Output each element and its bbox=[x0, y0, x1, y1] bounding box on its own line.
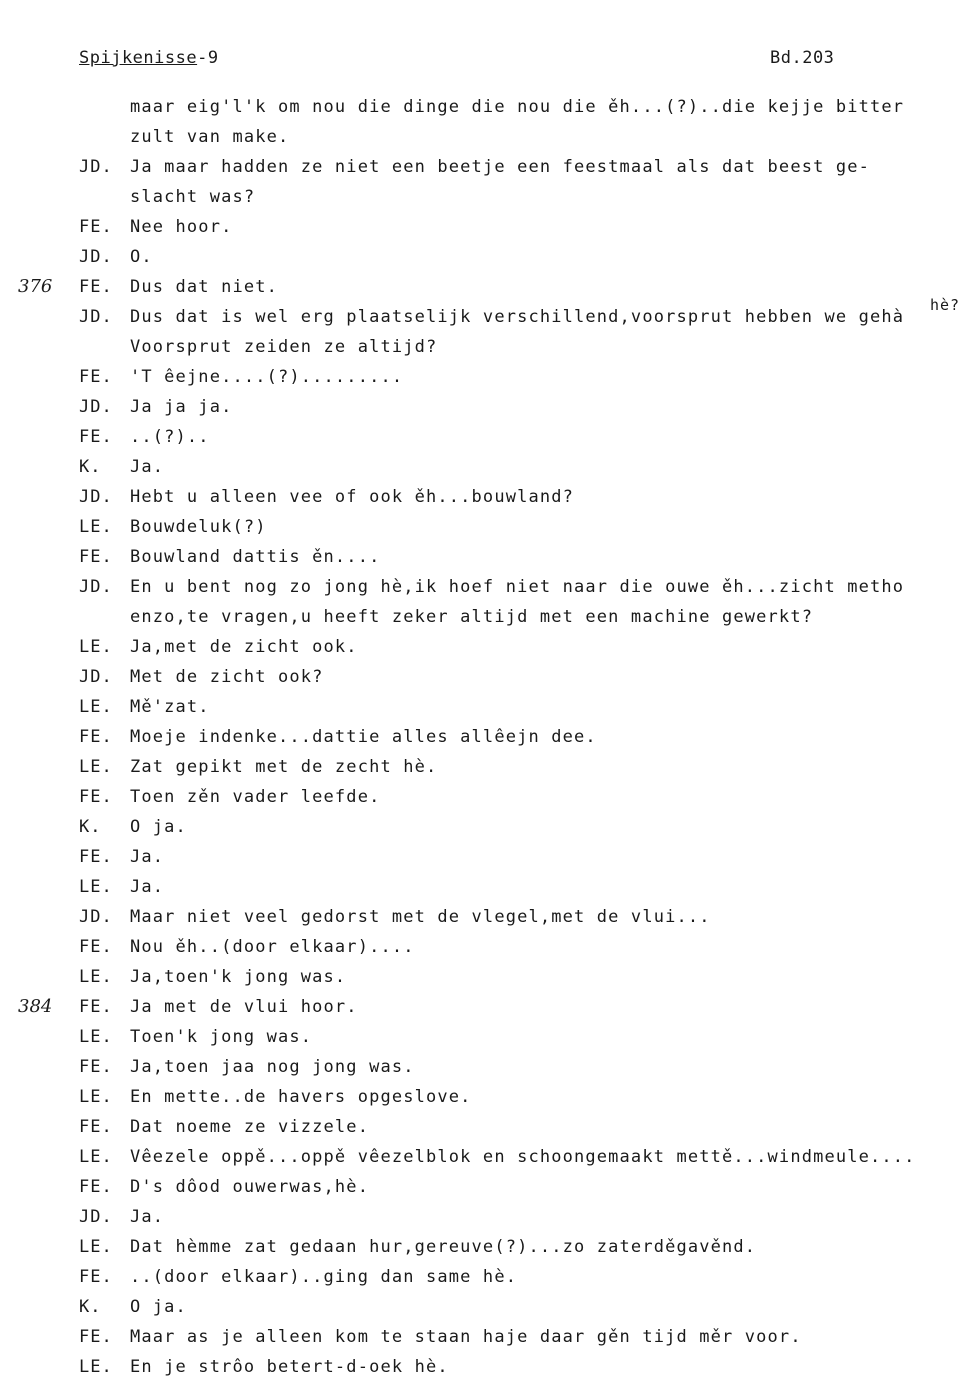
speaker-code: LE. bbox=[79, 1147, 113, 1167]
utterance-text: O ja. bbox=[130, 817, 187, 837]
transcript-line bbox=[0, 1262, 973, 1292]
speaker-code: FE. bbox=[79, 1267, 113, 1287]
speaker-code: LE. bbox=[79, 1357, 113, 1377]
speaker-code: LE. bbox=[79, 517, 113, 537]
transcript-line bbox=[0, 992, 973, 1022]
speaker-code: JD. bbox=[79, 487, 113, 507]
page-header-volume-ref: Bd.203 bbox=[770, 48, 835, 68]
handwritten-annotation: hè? bbox=[930, 296, 961, 314]
utterance-text: zult van make. bbox=[130, 127, 290, 147]
utterance-text: Ja,toen jaa nog jong was. bbox=[130, 1057, 415, 1077]
transcript-line bbox=[0, 212, 973, 242]
transcript-line bbox=[0, 392, 973, 422]
speaker-code: K. bbox=[79, 1297, 102, 1317]
utterance-text: Maar as je alleen kom te staan haje daar gěn tijd měr voor. bbox=[130, 1327, 802, 1347]
transcript-line bbox=[0, 602, 973, 632]
transcript-line bbox=[0, 1352, 973, 1382]
speaker-code: FE. bbox=[79, 847, 113, 867]
transcript-line bbox=[0, 662, 973, 692]
utterance-text: Zat gepikt met de zecht hè. bbox=[130, 757, 438, 777]
transcript-line bbox=[0, 722, 973, 752]
transcript-line bbox=[0, 1112, 973, 1142]
transcript-line bbox=[0, 452, 973, 482]
transcript-line bbox=[0, 932, 973, 962]
transcript-line bbox=[0, 1142, 973, 1172]
speaker-code: FE. bbox=[79, 787, 113, 807]
speaker-code: FE. bbox=[79, 727, 113, 747]
speaker-code: LE. bbox=[79, 877, 113, 897]
utterance-text: Dus dat niet. bbox=[130, 277, 279, 297]
utterance-text: Dat noeme ze vizzele. bbox=[130, 1117, 370, 1137]
transcript-line bbox=[0, 422, 973, 452]
utterance-text: ..(door elkaar)..ging dan same hè. bbox=[130, 1267, 518, 1287]
speaker-code: JD. bbox=[79, 577, 113, 597]
speaker-code: LE. bbox=[79, 1087, 113, 1107]
transcript-line bbox=[0, 632, 973, 662]
speaker-code: LE. bbox=[79, 967, 113, 987]
speaker-code: JD. bbox=[79, 247, 113, 267]
transcript-line bbox=[0, 542, 973, 572]
transcript-line bbox=[0, 1292, 973, 1322]
speaker-code: K. bbox=[79, 457, 102, 477]
speaker-code: LE. bbox=[79, 757, 113, 777]
transcript-line bbox=[0, 482, 973, 512]
utterance-text: Met de zicht ook? bbox=[130, 667, 324, 687]
utterance-text: D's dôod ouwerwas,hè. bbox=[130, 1177, 370, 1197]
utterance-text: maar eig'l'k om nou die dinge die nou die ěh...(?)..die kejje bitter bbox=[130, 97, 905, 117]
transcript-line bbox=[0, 1082, 973, 1112]
utterance-text: Hebt u alleen vee of ook ěh...bouwland? bbox=[130, 487, 575, 507]
utterance-text: Nee hoor. bbox=[130, 217, 233, 237]
utterance-text: Moeje indenke...dattie alles allêejn dee. bbox=[130, 727, 597, 747]
utterance-text: enzo,te vragen,u heeft zeker altijd met een machine gewerkt? bbox=[130, 607, 814, 627]
utterance-text: Maar niet veel gedorst met de vlegel,met de vlui... bbox=[130, 907, 711, 927]
header-page-suffix: -9 bbox=[197, 48, 219, 68]
transcript-line bbox=[0, 362, 973, 392]
utterance-text: Bouwdeluk(?) bbox=[130, 517, 267, 537]
transcript-line bbox=[0, 872, 973, 902]
speaker-code: FE. bbox=[79, 1177, 113, 1197]
speaker-code: LE. bbox=[79, 697, 113, 717]
page-header-title bbox=[79, 48, 219, 68]
speaker-code: FE. bbox=[79, 1327, 113, 1347]
speaker-code: FE. bbox=[79, 1057, 113, 1077]
transcript-line bbox=[0, 242, 973, 272]
transcript-line bbox=[0, 272, 973, 302]
transcript-body bbox=[0, 92, 973, 1382]
utterance-text: Dat hèmme zat gedaan hur,gereuve(?)...zo zaterděgavěnd. bbox=[130, 1237, 757, 1257]
margin-line-number: 376 bbox=[18, 276, 53, 297]
transcript-line bbox=[0, 782, 973, 812]
utterance-text: Ja. bbox=[130, 877, 165, 897]
utterance-text: Ja. bbox=[130, 457, 165, 477]
utterance-text: Ja. bbox=[130, 1207, 165, 1227]
utterance-text: Ja met de vlui hoor. bbox=[130, 997, 358, 1017]
transcript-line bbox=[0, 812, 973, 842]
transcript-line bbox=[0, 182, 973, 212]
utterance-text: Toen'k jong was. bbox=[130, 1027, 313, 1047]
speaker-code: JD. bbox=[79, 667, 113, 687]
speaker-code: FE. bbox=[79, 547, 113, 567]
transcript-line bbox=[0, 332, 973, 362]
transcript-line bbox=[0, 572, 973, 602]
speaker-code: FE. bbox=[79, 217, 113, 237]
transcript-line bbox=[0, 152, 973, 182]
speaker-code: FE. bbox=[79, 427, 113, 447]
utterance-text: ..(?).. bbox=[130, 427, 210, 447]
transcript-line bbox=[0, 1052, 973, 1082]
transcript-line bbox=[0, 122, 973, 152]
utterance-text: Ja,met de zicht ook. bbox=[130, 637, 358, 657]
utterance-text: O ja. bbox=[130, 1297, 187, 1317]
utterance-text: Ja. bbox=[130, 847, 165, 867]
speaker-code: FE. bbox=[79, 277, 113, 297]
speaker-code: LE. bbox=[79, 637, 113, 657]
transcript-line bbox=[0, 1022, 973, 1052]
transcript-line bbox=[0, 842, 973, 872]
transcript-line bbox=[0, 692, 973, 722]
transcript-line bbox=[0, 752, 973, 782]
utterance-text: Bouwland dattis ěn.... bbox=[130, 547, 381, 567]
speaker-code: FE. bbox=[79, 1117, 113, 1137]
margin-line-number: 384 bbox=[18, 996, 53, 1017]
header-place-name: Spijkenisse bbox=[79, 48, 198, 68]
transcript-line bbox=[0, 962, 973, 992]
speaker-code: JD. bbox=[79, 907, 113, 927]
speaker-code: FE. bbox=[79, 367, 113, 387]
transcript-line bbox=[0, 1172, 973, 1202]
utterance-text: Dus dat is wel erg plaatselijk verschillend,voorsprut hebben we gehà bbox=[130, 307, 905, 327]
utterance-text: Ja maar hadden ze niet een beetje een feestmaal als dat beest ge- bbox=[130, 157, 871, 177]
speaker-code: LE. bbox=[79, 1237, 113, 1257]
speaker-code: K. bbox=[79, 817, 102, 837]
transcript-line bbox=[0, 902, 973, 932]
transcript-line bbox=[0, 1232, 973, 1262]
speaker-code: JD. bbox=[79, 307, 113, 327]
utterance-text: En je strôo betert-d-oek hè. bbox=[130, 1357, 449, 1377]
utterance-text: slacht was? bbox=[130, 187, 256, 207]
utterance-text: Voorsprut zeiden ze altijd? bbox=[130, 337, 438, 357]
utterance-text: O. bbox=[130, 247, 153, 267]
utterance-text: Toen zěn vader leefde. bbox=[130, 787, 381, 807]
transcript-line bbox=[0, 1202, 973, 1232]
utterance-text: Vêezele oppě...oppě vêezelblok en schoongemaakt mettě...windmeule.... bbox=[130, 1147, 916, 1167]
utterance-text: 'T êejne....(?)......... bbox=[130, 367, 404, 387]
utterance-text: Ja,toen'k jong was. bbox=[130, 967, 347, 987]
utterance-text: En u bent nog zo jong hè,ik hoef niet naar die ouwe ěh...zicht metho bbox=[130, 577, 905, 597]
speaker-code: JD. bbox=[79, 1207, 113, 1227]
speaker-code: JD. bbox=[79, 397, 113, 417]
speaker-code: LE. bbox=[79, 1027, 113, 1047]
speaker-code: FE. bbox=[79, 937, 113, 957]
speaker-code: FE. bbox=[79, 997, 113, 1017]
utterance-text: En mette..de havers opgeslove. bbox=[130, 1087, 472, 1107]
transcript-line bbox=[0, 1322, 973, 1352]
utterance-text: Nou ěh..(door elkaar).... bbox=[130, 937, 415, 957]
utterance-text: Mě'zat. bbox=[130, 697, 210, 717]
speaker-code: JD. bbox=[79, 157, 113, 177]
utterance-text: Ja ja ja. bbox=[130, 397, 233, 417]
transcript-line bbox=[0, 302, 973, 332]
transcript-line bbox=[0, 92, 973, 122]
transcript-line bbox=[0, 512, 973, 542]
